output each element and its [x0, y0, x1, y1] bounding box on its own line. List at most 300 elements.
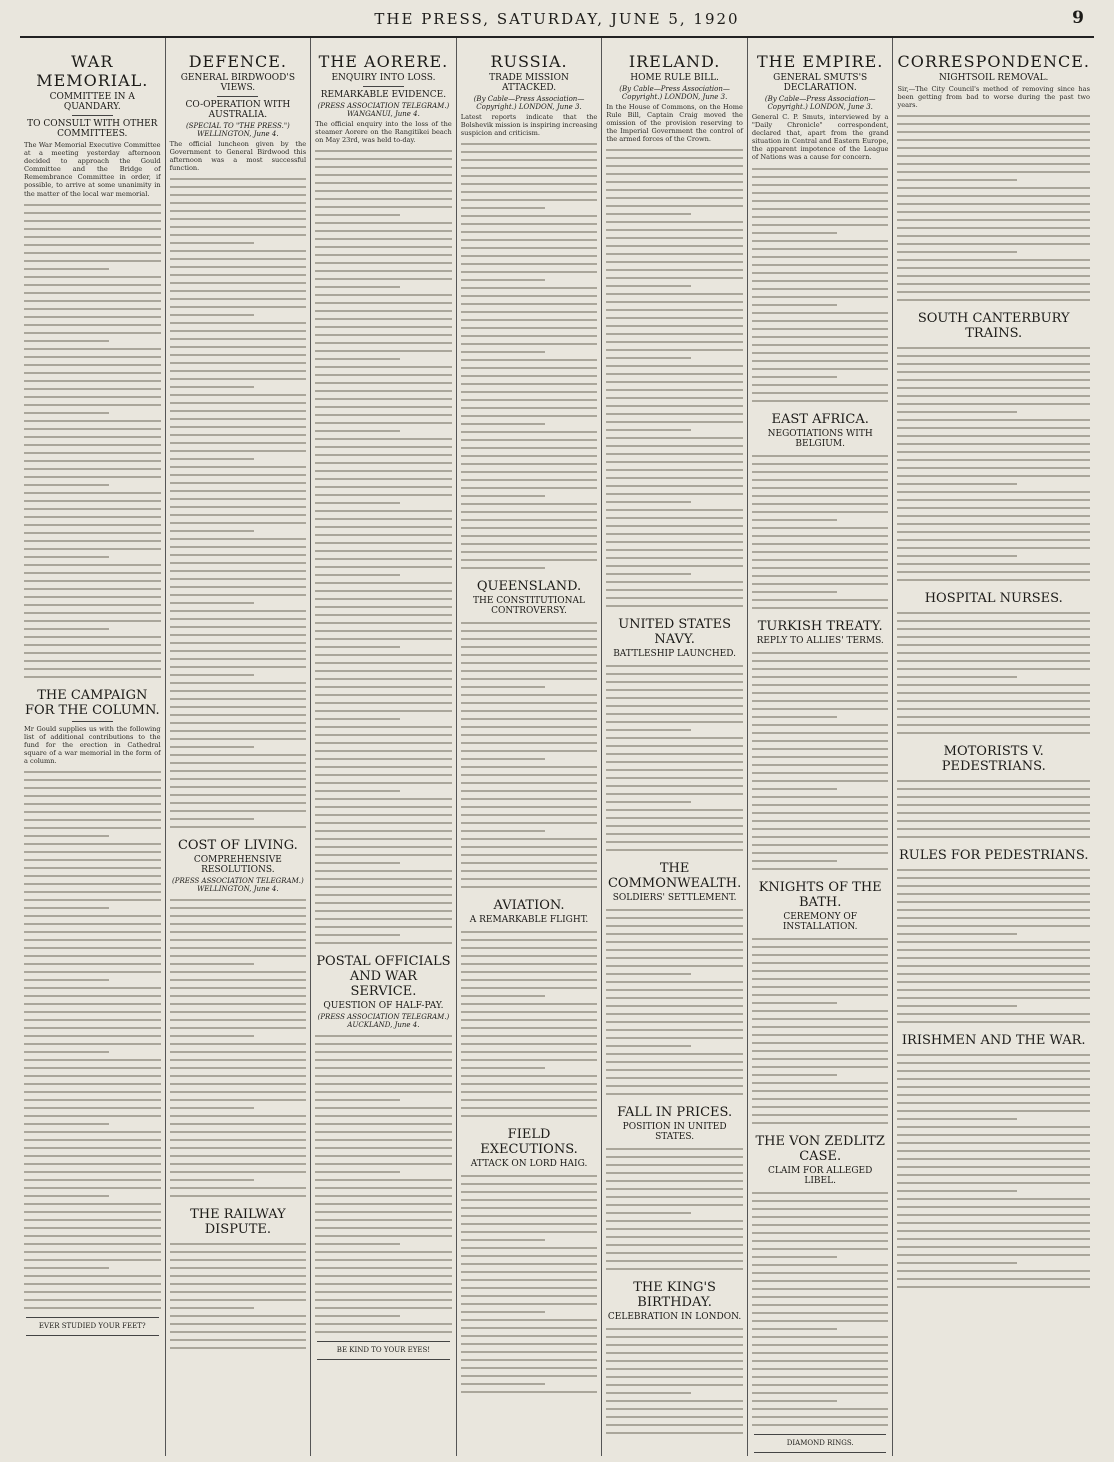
text-line — [315, 358, 400, 360]
text-line — [170, 1291, 307, 1293]
text-line — [461, 1011, 598, 1013]
text-line — [897, 660, 1090, 662]
text-line — [24, 795, 161, 797]
text-line — [24, 867, 161, 869]
text-line — [315, 1235, 452, 1237]
text-line — [461, 758, 546, 760]
text-line — [897, 555, 1016, 557]
text-line — [170, 987, 307, 989]
dateline: (PRESS ASSOCIATION TELEGRAM.) AUCKLAND, June 4. — [317, 1013, 450, 1030]
text-line — [606, 525, 743, 527]
text-line — [24, 1051, 109, 1053]
text-line — [315, 606, 452, 608]
text-line — [170, 947, 307, 949]
text-line — [752, 368, 889, 370]
text-line — [606, 157, 743, 159]
text-line — [315, 726, 452, 728]
headline: RULES FOR PEDESTRIANS. — [898, 848, 1089, 864]
text-line — [897, 877, 1090, 879]
text-line — [897, 1005, 1016, 1007]
text-line — [170, 242, 255, 244]
text-line — [315, 806, 452, 808]
text-line — [315, 750, 452, 752]
text-line — [24, 923, 161, 925]
text-line — [897, 973, 1090, 975]
text-line — [752, 732, 889, 734]
text-line — [461, 527, 598, 529]
text-line — [752, 970, 889, 972]
text-line — [315, 838, 452, 840]
text-line — [752, 1416, 889, 1418]
text-line — [315, 1323, 452, 1325]
text-line — [315, 286, 400, 288]
text-line — [606, 1204, 743, 1206]
text-line — [897, 676, 1016, 678]
text-line — [752, 836, 889, 838]
text-line — [461, 630, 598, 632]
text-line — [170, 642, 307, 644]
text-line — [461, 415, 598, 417]
text-line — [315, 454, 452, 456]
text-line — [461, 175, 598, 177]
text-line — [461, 1239, 546, 1241]
text-line — [315, 814, 452, 816]
text-line — [24, 987, 161, 989]
subheadline: COMPREHENSIVE RESOLUTIONS. — [193, 855, 282, 876]
text-line — [897, 395, 1090, 397]
text-line — [170, 1331, 307, 1333]
text-line — [24, 835, 109, 837]
text-line — [461, 1115, 598, 1117]
text-line — [24, 636, 161, 638]
text-line — [24, 580, 161, 582]
text-line — [24, 1099, 161, 1101]
text-line — [606, 713, 743, 715]
text-line — [752, 684, 889, 686]
text-line — [315, 918, 452, 920]
text-line — [461, 710, 598, 712]
text-line — [170, 899, 307, 901]
text-line — [752, 1360, 889, 1362]
text-line — [170, 1307, 255, 1309]
text-line — [315, 414, 452, 416]
article-body — [897, 347, 1090, 581]
text-line — [24, 963, 161, 965]
text-line — [170, 706, 307, 708]
text-line — [752, 208, 889, 210]
text-line — [24, 412, 109, 414]
text-line — [461, 931, 598, 933]
dateline: (By Cable—Press Association—Copyright.) LONDON, June 3. — [473, 95, 585, 111]
text-line — [752, 296, 889, 298]
text-line — [461, 383, 598, 385]
text-line — [24, 252, 161, 254]
text-line — [170, 426, 307, 428]
text-line — [24, 971, 161, 973]
text-line — [315, 398, 452, 400]
text-line — [752, 168, 889, 170]
article-body — [315, 1035, 452, 1333]
text-line — [315, 294, 452, 296]
text-line — [315, 262, 452, 264]
text-line — [606, 833, 743, 835]
subheadline: CO-OPERATION WITH AUSTRALIA. — [185, 100, 291, 120]
text-line — [461, 886, 598, 888]
text-line — [752, 192, 889, 194]
text-line — [170, 1123, 307, 1125]
text-line — [170, 939, 307, 941]
text-line — [170, 578, 307, 580]
text-line — [315, 486, 452, 488]
text-line — [170, 650, 307, 652]
text-line — [606, 1244, 743, 1246]
text-line — [170, 1075, 307, 1077]
text-line — [897, 1118, 1016, 1120]
text-line — [170, 1083, 307, 1085]
text-line — [897, 1102, 1090, 1104]
text-line — [752, 360, 889, 362]
text-line — [315, 158, 452, 160]
text-line — [461, 319, 598, 321]
text-line — [752, 868, 889, 870]
text-line — [752, 200, 889, 202]
text-line — [897, 965, 1090, 967]
text-line — [897, 531, 1090, 533]
text-line — [752, 1216, 889, 1218]
text-line — [897, 1246, 1090, 1248]
text-line — [461, 654, 598, 656]
text-line — [170, 186, 307, 188]
text-line — [315, 542, 452, 544]
text-line — [752, 1114, 889, 1116]
column-empire — [747, 38, 893, 1456]
text-line — [752, 716, 837, 718]
text-line — [897, 563, 1090, 565]
text-line — [24, 236, 161, 238]
text-line — [752, 844, 889, 846]
text-line — [24, 388, 161, 390]
text-line — [170, 282, 307, 284]
text-line — [24, 356, 161, 358]
text-line — [752, 1058, 889, 1060]
text-line — [315, 1275, 452, 1277]
text-line — [24, 540, 161, 542]
text-line — [461, 567, 546, 569]
text-line — [752, 1328, 837, 1330]
headline: TURKISH TREATY. — [757, 618, 883, 634]
article-lead: General C. P. Smuts, interviewed by a "Daily Chronicle" correspondent, declared that, apart from the grand situation in Central and Eastern Europe, the apparent impotence of the League of Nations was a cause for concern. — [751, 113, 889, 162]
text-line — [461, 263, 598, 265]
headline: THE VON ZEDLITZ CASE. — [755, 1133, 885, 1164]
headline: THE COMMONWEALTH. — [607, 861, 742, 892]
text-line — [752, 344, 889, 346]
text-line — [170, 1027, 307, 1029]
text-line — [606, 1384, 743, 1386]
text-line — [170, 1091, 307, 1093]
text-line — [897, 612, 1090, 614]
subheadline: TO CONSULT WITH OTHER COMMITTEES. — [27, 119, 158, 139]
text-line — [752, 1288, 889, 1290]
text-line — [315, 366, 452, 368]
text-line — [897, 1054, 1090, 1056]
text-line — [24, 404, 161, 406]
text-line — [170, 1035, 255, 1037]
text-line — [606, 445, 743, 447]
text-line — [897, 187, 1090, 189]
text-line — [24, 460, 161, 462]
text-line — [752, 256, 889, 258]
text-line — [752, 248, 889, 250]
text-line — [606, 753, 743, 755]
text-line — [315, 854, 452, 856]
text-line — [24, 588, 161, 590]
text-line — [315, 174, 452, 176]
text-line — [897, 788, 1090, 790]
text-line — [315, 1091, 452, 1093]
text-line — [461, 255, 598, 257]
text-line — [461, 662, 598, 664]
text-line — [170, 546, 307, 548]
text-line — [24, 1011, 161, 1013]
text-line — [606, 673, 743, 675]
text-line — [24, 364, 161, 366]
text-line — [897, 163, 1090, 165]
text-line — [24, 875, 161, 877]
text-line — [461, 279, 546, 281]
text-line — [461, 239, 598, 241]
text-line — [897, 917, 1090, 919]
text-line — [752, 1368, 889, 1370]
text-line — [461, 311, 598, 313]
text-line — [752, 668, 889, 670]
article-body — [752, 652, 889, 870]
text-line — [170, 626, 307, 628]
text-line — [24, 1291, 161, 1293]
column-russia — [456, 38, 602, 1456]
text-line — [461, 1295, 598, 1297]
text-line — [170, 971, 307, 973]
article-body — [461, 931, 598, 1117]
text-line — [752, 938, 889, 940]
text-line — [315, 310, 452, 312]
article-body — [170, 1243, 307, 1349]
text-line — [170, 1243, 307, 1245]
headline: HOSPITAL NURSES. — [924, 591, 1063, 607]
article-body — [752, 1192, 889, 1426]
text-line — [461, 734, 598, 736]
text-line — [752, 1090, 889, 1092]
text-line — [24, 1059, 161, 1061]
text-line — [752, 1336, 889, 1338]
text-line — [461, 782, 598, 784]
text-line — [606, 777, 743, 779]
text-line — [315, 406, 452, 408]
text-line — [24, 244, 161, 246]
text-line — [170, 754, 307, 756]
article-lead: In the House of Commons, on the Home Rule Bill, Captain Craig moved the omission of the provision reserving to the Imperial Government the control of the armed forces of the Crown. — [606, 103, 743, 144]
text-line — [606, 793, 743, 795]
text-line — [170, 1187, 307, 1189]
text-line — [606, 461, 743, 463]
text-line — [24, 1203, 161, 1205]
text-line — [752, 1392, 889, 1394]
text-line — [315, 590, 452, 592]
text-line — [606, 1164, 743, 1166]
text-line — [315, 798, 452, 800]
text-line — [606, 801, 691, 803]
text-line — [461, 987, 598, 989]
text-line — [752, 567, 889, 569]
text-line — [606, 213, 691, 215]
text-line — [24, 316, 161, 318]
text-line — [170, 794, 307, 796]
text-line — [170, 538, 307, 540]
text-line — [752, 1192, 889, 1194]
text-line — [897, 291, 1090, 293]
text-line — [315, 334, 452, 336]
text-line — [461, 947, 598, 949]
text-line — [897, 796, 1090, 798]
advertisement: BE KIND TO YOUR EYES! — [317, 1341, 450, 1360]
text-line — [752, 1098, 889, 1100]
headline: FIELD EXECUTIONS. — [480, 1127, 578, 1158]
text-line — [315, 278, 452, 280]
text-line — [606, 501, 691, 503]
text-line — [170, 474, 307, 476]
text-line — [606, 1252, 743, 1254]
text-line — [315, 214, 400, 216]
text-line — [315, 894, 452, 896]
text-line — [170, 562, 307, 564]
text-line — [24, 1075, 161, 1077]
text-line — [315, 582, 452, 584]
text-line — [606, 325, 743, 327]
text-line — [897, 459, 1090, 461]
headline: UNITED STATES NAVY. — [618, 617, 731, 648]
text-line — [606, 181, 743, 183]
article-lead: The War Memorial Executive Committee at a meeting yesterday afternoon decided to approach the Gould Committee and the Bridge of Remembrance Committee in order, if possible, to arrive at some unanimity in the matter of the local war memorial. — [24, 141, 161, 198]
text-line — [897, 780, 1090, 782]
text-line — [752, 700, 889, 702]
text-line — [606, 317, 743, 319]
text-line — [897, 1126, 1090, 1128]
text-line — [606, 429, 691, 431]
text-line — [752, 1042, 889, 1044]
text-line — [461, 1263, 598, 1265]
text-line — [315, 230, 452, 232]
text-line — [461, 303, 598, 305]
text-line — [461, 955, 598, 957]
text-line — [170, 498, 307, 500]
text-line — [606, 1220, 743, 1222]
text-line — [752, 860, 837, 862]
text-line — [170, 786, 307, 788]
text-line — [897, 925, 1090, 927]
text-line — [897, 812, 1090, 814]
columns — [20, 38, 1094, 1456]
text-line — [752, 607, 889, 609]
text-line — [606, 581, 743, 583]
text-line — [897, 235, 1090, 237]
text-line — [461, 1287, 598, 1289]
text-line — [315, 910, 452, 912]
text-line — [897, 1222, 1090, 1224]
text-line — [24, 1003, 161, 1005]
text-line — [24, 396, 161, 398]
text-line — [461, 223, 598, 225]
text-line — [461, 1351, 598, 1353]
text-line — [606, 357, 691, 359]
text-line — [461, 1091, 598, 1093]
article-lead: The official enquiry into the loss of the steamer Aorere on the Rangitikei beach on May 23rd, was held to-day. — [315, 120, 452, 145]
text-line — [897, 1230, 1090, 1232]
text-line — [170, 1283, 307, 1285]
text-line — [897, 1254, 1090, 1256]
text-line — [606, 365, 743, 367]
text-line — [170, 714, 307, 716]
text-line — [315, 1283, 452, 1285]
text-line — [461, 231, 598, 233]
article-lead: Latest reports indicate that the Bolshevik mission is inspiring increasing suspicion and criticism. — [460, 113, 598, 138]
text-line — [897, 491, 1090, 493]
text-line — [170, 194, 307, 196]
text-line — [897, 636, 1090, 638]
text-line — [461, 1019, 598, 1021]
text-line — [170, 290, 307, 292]
headline: THE KING'S BIRTHDAY. — [633, 1280, 716, 1311]
text-line — [606, 373, 743, 375]
article-body — [606, 1328, 743, 1434]
text-line — [170, 923, 307, 925]
text-line — [897, 419, 1090, 421]
article-body — [752, 168, 889, 402]
text-line — [170, 746, 255, 748]
text-line — [606, 681, 743, 683]
text-line — [606, 605, 743, 607]
text-line — [461, 638, 598, 640]
text-line — [315, 1211, 452, 1213]
text-line — [24, 372, 161, 374]
text-line — [315, 822, 452, 824]
text-line — [461, 1199, 598, 1201]
text-line — [897, 1286, 1090, 1288]
article-body — [606, 149, 743, 607]
text-line — [461, 1191, 598, 1193]
dateline: (PRESS ASSOCIATION TELEGRAM.) WANGANUI, June 4. — [317, 102, 450, 118]
text-line — [315, 630, 452, 632]
text-line — [24, 668, 161, 670]
text-line — [24, 324, 161, 326]
text-line — [752, 527, 889, 529]
text-line — [24, 1035, 161, 1037]
text-line — [315, 270, 452, 272]
text-line — [897, 1174, 1090, 1176]
text-line — [24, 348, 161, 350]
text-line — [24, 604, 161, 606]
text-line — [461, 1327, 598, 1329]
text-line — [461, 359, 598, 361]
text-line — [24, 276, 161, 278]
text-line — [752, 1248, 889, 1250]
text-line — [897, 820, 1090, 822]
text-line — [461, 1359, 598, 1361]
text-line — [24, 1283, 161, 1285]
text-line — [24, 1115, 161, 1117]
text-line — [315, 502, 400, 504]
text-line — [315, 438, 452, 440]
text-line — [315, 190, 452, 192]
text-line — [752, 1224, 889, 1226]
